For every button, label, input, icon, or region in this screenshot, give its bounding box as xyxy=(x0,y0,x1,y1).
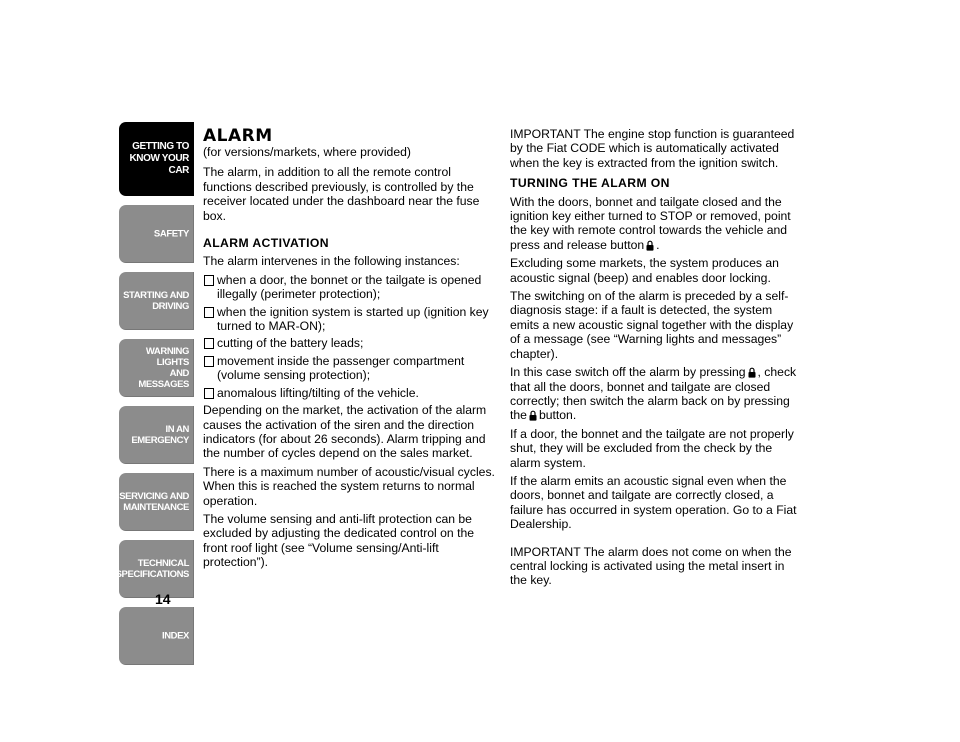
door-paragraph: If a door, the bonnet and the tailgate are not properly shut, they will be excluded from the check by the alarm system. xyxy=(510,426,794,470)
text-run: button. xyxy=(538,408,577,423)
tab-servicing[interactable] xyxy=(119,473,194,531)
cycles-paragraph: There is a maximum number of acoustic/visual cycles. When this is reached the system returns to normal operation. xyxy=(203,464,495,508)
important-note-central-locking: IMPORTANT The alarm does not come on when the central locking is activated using the metal insert in the key. xyxy=(510,544,792,588)
list-item: when a door, the bonnet or the tailgate is opened illegally (perimeter protection); xyxy=(203,273,495,302)
tab-label: SAFETY xyxy=(153,228,189,240)
tab-label: GETTING TO KNOW YOUR CAR xyxy=(129,141,189,176)
right-column xyxy=(510,127,802,592)
tab-label: WARNING LIGHTS AND MESSAGES xyxy=(138,346,189,390)
tab-label: TECHNICAL SPECIFICATIONS xyxy=(115,558,189,580)
tab-index[interactable] xyxy=(119,607,194,665)
tab-technical-specifications[interactable] xyxy=(115,540,194,598)
tab-getting-to-know-your-car[interactable] xyxy=(119,122,194,196)
tab-safety[interactable] xyxy=(119,205,194,263)
left-column xyxy=(203,127,495,574)
section-title: ALARM xyxy=(203,126,273,146)
lock-icon xyxy=(748,367,756,378)
text-run: In this case switch off the alarm by pressing xyxy=(510,365,746,380)
text-run: . xyxy=(656,237,660,252)
switch-off-paragraph xyxy=(510,365,802,423)
turning-on-paragraph xyxy=(510,195,802,253)
list-item: when the ignition system is started up (ignition key turned to MAR-ON); xyxy=(203,305,495,334)
excluding-paragraph: Excluding some markets, the system produces an acoustic signal (beep) and enables door locking. xyxy=(510,256,779,285)
subtitle: (for versions/markets, where provided) xyxy=(203,145,411,159)
tab-warning-lights[interactable] xyxy=(119,339,194,397)
important-note-engine: IMPORTANT The engine stop function is guaranteed by the Fiat CODE which is automatically activated when the key is extracted from the ignition switch. xyxy=(510,127,795,170)
activation-intro: The alarm intervenes in the following instances: xyxy=(203,254,460,269)
list-item: anomalous lifting/tilting of the vehicle. xyxy=(203,386,495,400)
turning-on-heading: TURNING THE ALARM ON xyxy=(510,176,670,191)
tab-in-an-emergency[interactable] xyxy=(119,406,194,464)
intro-paragraph: The alarm, in addition to all the remote control functions described previously, is controlled by the receiver located under the dashboard near the fuse box. xyxy=(203,165,480,223)
text-run: , check that all the doors, bonnet and tailgate are closed correctly; then switch the alarm back on by pressing the xyxy=(510,365,797,423)
switching-paragraph: The switching on of the alarm is preceded by a self-diagnosis stage: if a fault is detected, the system emits a new acoustic signal together with the display of a message (see “Warning lights and messages” chapter). xyxy=(510,289,794,361)
lock-icon xyxy=(529,410,537,421)
page-number: 14 xyxy=(155,591,171,607)
tab-label: STARTING AND DRIVING xyxy=(123,290,189,312)
tab-label: IN AN EMERGENCY xyxy=(131,424,189,446)
volume-paragraph: The volume sensing and anti-lift protection can be excluded by adjusting the dedicated control on the front roof light (see “Volume sensing/Anti-lift protection”). xyxy=(203,511,475,570)
tab-label: SERVICING AND MAINTENANCE xyxy=(119,491,189,513)
tab-label: INDEX xyxy=(161,630,189,642)
activation-list xyxy=(203,273,495,400)
text-run: With the doors, bonnet and tailgate closed and the ignition key either turned to STOP or removed, point the key with remote control towards the vehicle and press and release button xyxy=(510,194,791,252)
activation-heading: ALARM ACTIVATION xyxy=(203,236,329,251)
emits-paragraph: If the alarm emits an acoustic signal even when the doors, bonnet and tailgate are correctly closed, a failure has occurred in system operation. Go to a Fiat Dealership. xyxy=(510,473,797,532)
lock-icon xyxy=(646,240,654,251)
list-item: cutting of the battery leads; xyxy=(203,336,495,350)
market-paragraph: Depending on the market, the activation of the alarm causes the activation of the siren and the direction indicators (for about 26 seconds). Alarm tripping and the number of cycles depend on the sales market. xyxy=(203,403,487,461)
list-item: movement inside the passenger compartment (volume sensing protection); xyxy=(203,354,495,383)
tab-starting-and-driving[interactable] xyxy=(119,272,194,330)
